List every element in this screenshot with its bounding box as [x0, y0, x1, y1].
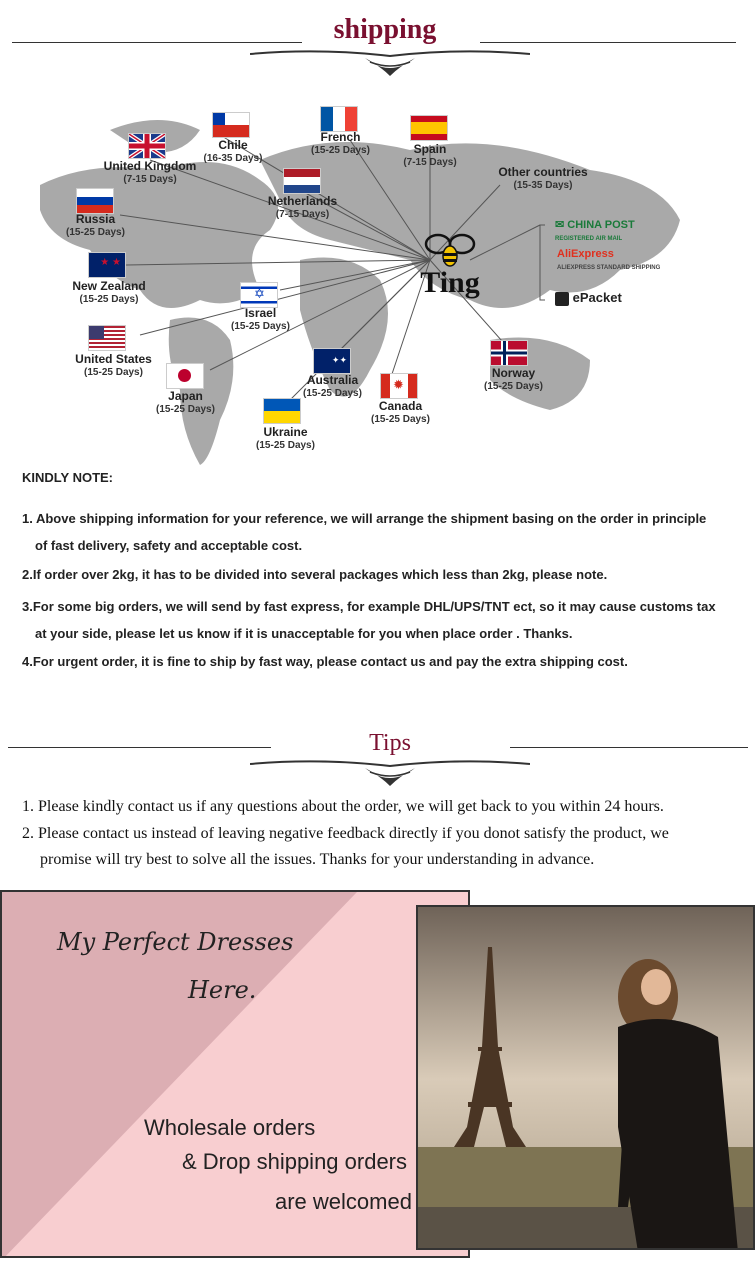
country-french: [303, 131, 378, 156]
country-spain: [395, 143, 465, 168]
country-name: Ukraine: [263, 425, 308, 439]
country-nz: [64, 280, 154, 305]
epacket-logo: [555, 290, 622, 306]
country-ukraine: [248, 426, 323, 451]
header-line-right: [480, 42, 736, 43]
country-days: (15-25 Days): [256, 439, 315, 451]
note-line: of fast delivery, safety and acceptable cost.: [35, 538, 303, 553]
country-days: (15-35 Days): [513, 179, 573, 191]
country-uk: [95, 160, 205, 185]
kindly-note-title: KINDLY NOTE:: [22, 470, 114, 485]
country-australia: [295, 374, 370, 399]
japan-flag-icon: [166, 363, 204, 389]
header-line-left: [12, 42, 302, 43]
tips-line-left: [8, 747, 271, 748]
spain-flag-icon: [410, 115, 448, 141]
country-days: (15-25 Days): [371, 413, 430, 425]
photo-graphic: [418, 907, 755, 1250]
country-days: (15-25 Days): [79, 293, 139, 305]
country-days: (15-25 Days): [156, 403, 215, 415]
note-line: 3.For some big orders, we will send by fast express, for example DHL/UPS/TNT ect, so it may cause customs tax: [22, 599, 716, 614]
country-name: Russia: [75, 212, 116, 226]
netherlands-flag-icon: [283, 168, 321, 194]
note-line: 1. Above shipping information for your reference, we will arrange the shipment basing on the order in principle: [22, 511, 707, 526]
country-us: [66, 353, 161, 378]
country-name: Australia: [306, 373, 359, 387]
uk-flag-icon: [128, 133, 166, 159]
country-name: Other countries: [498, 165, 588, 179]
note-line: 4.For urgent order, it is fine to ship by fast way, please contact us and pay the extra shipping cost.: [22, 654, 628, 669]
aliexpress-sub: ALIEXPRESS STANDARD SHIPPING: [557, 265, 661, 271]
shipping-title: shipping: [333, 14, 437, 45]
tip-line: 2. Please contact us instead of leaving negative feedback directly if you donot satisfy the product, we: [22, 825, 669, 842]
tip-line: promise will try best to solve all the issues. Thanks for your understanding in advance.: [40, 851, 595, 868]
logo-text: Ting: [420, 266, 480, 299]
country-name: Spain: [413, 142, 447, 156]
tip-line: 1. Please kindly contact us if any questions about the order, we will get back to you within 24 hours.: [22, 798, 664, 815]
country-days: (15-25 Days): [84, 366, 143, 378]
tips-title: Tips: [369, 730, 411, 756]
russia-flag-icon: [76, 188, 114, 214]
ukraine-flag-icon: [263, 398, 301, 424]
aliexpress-logo: [557, 248, 660, 272]
new-zealand-flag-icon: ★ ★: [88, 252, 126, 278]
country-name: Norway: [491, 366, 536, 380]
banner-headline: My Perfect Dresses: [57, 928, 294, 956]
wholesale-text: Wholesale orders: [144, 1115, 316, 1140]
country-norway: [476, 367, 551, 392]
country-name: Japan: [168, 389, 203, 403]
country-other: [488, 166, 598, 191]
dropship-text: & Drop shipping orders: [182, 1149, 408, 1174]
country-days: (15-25 Days): [484, 380, 543, 392]
banner-subheadline: Here.: [188, 976, 257, 1004]
bee-icon: [420, 232, 480, 268]
tips-line-right: [510, 747, 748, 748]
country-days: (15-25 Days): [303, 387, 362, 399]
eiffel-model-photo: [416, 905, 755, 1250]
country-name: United Kingdom: [103, 159, 197, 173]
country-name: Israel: [244, 306, 277, 320]
country-days: (15-25 Days): [66, 226, 125, 238]
country-russia: [58, 213, 133, 238]
note-line: 2.If order over 2kg, it has to be divided into several packages which less than 2kg, please note.: [22, 567, 608, 582]
country-days: (7-15 Days): [275, 208, 330, 220]
australia-flag-icon: ✦✦: [313, 348, 351, 374]
country-canada: [363, 400, 438, 425]
country-days: (7-15 Days): [123, 173, 177, 185]
aliexpress-label: AliExpress: [557, 248, 614, 260]
note-line: at your side, please let us know if it is unacceptable for you when place order . Thanks.: [35, 626, 573, 641]
country-name: Canada: [378, 399, 423, 413]
country-name: United States: [75, 352, 152, 366]
country-japan: [148, 390, 223, 415]
country-name: New Zealand: [72, 279, 146, 293]
country-name: Netherlands: [267, 194, 338, 208]
chile-flag-icon: [212, 112, 250, 138]
country-days: (15-25 Days): [311, 144, 370, 156]
israel-flag-icon: ✡: [240, 282, 278, 308]
country-days: (7-15 Days): [403, 156, 457, 168]
welcome-text: are welcomed: [275, 1189, 412, 1214]
country-days: (15-25 Days): [231, 320, 290, 332]
epacket-label: ePacket: [572, 290, 622, 305]
norway-flag-icon: [490, 340, 528, 366]
canada-flag-icon: ✹: [380, 373, 418, 399]
promo-banner: [0, 890, 470, 1258]
country-israel: [223, 307, 298, 332]
china-post-logo: [555, 218, 635, 243]
country-days: (16-35 Days): [203, 152, 263, 164]
country-chile: [198, 139, 268, 164]
us-flag-icon: [88, 325, 126, 351]
country-name: French: [320, 130, 361, 144]
china-post-icon: ✉: [555, 219, 565, 231]
ornament-icon: [250, 48, 530, 80]
country-netherlands: [260, 195, 345, 220]
china-post-sub: REGISTERED AIR MAIL: [555, 236, 623, 242]
ornament-icon: [250, 758, 530, 790]
china-post-label: CHINA POST: [567, 219, 635, 231]
country-name: Chile: [218, 138, 248, 152]
epacket-icon: [555, 292, 569, 306]
france-flag-icon: [320, 106, 358, 132]
ting-logo: [415, 232, 485, 302]
